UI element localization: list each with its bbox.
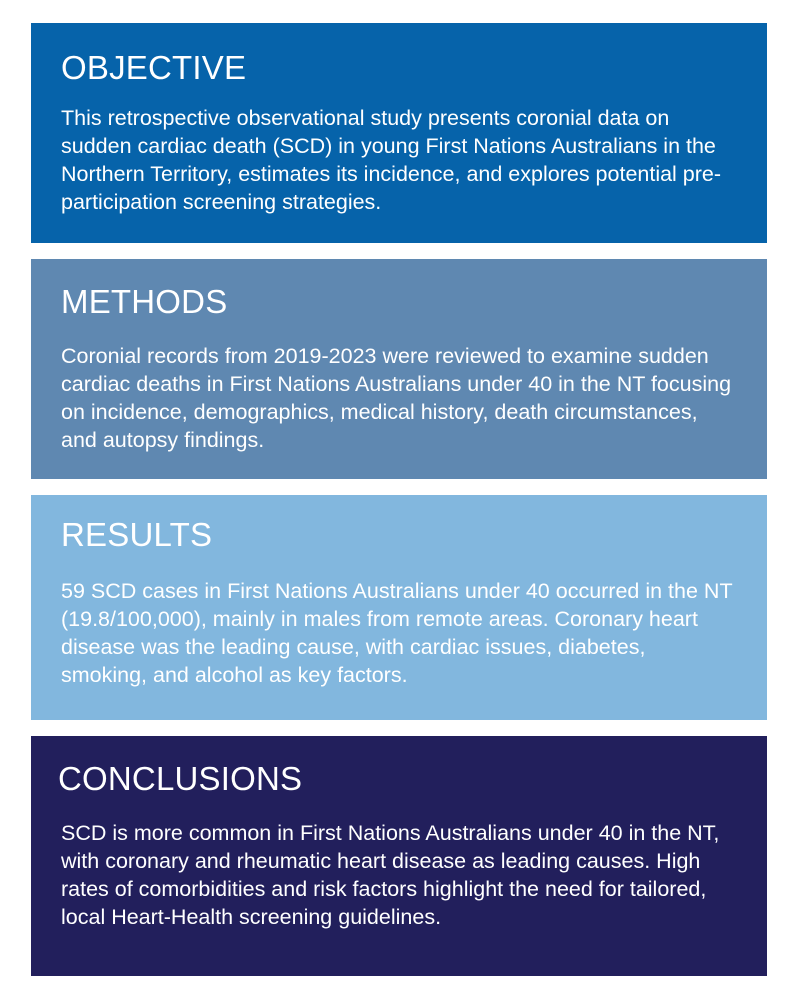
results-heading: RESULTS	[61, 516, 213, 553]
conclusions-panel	[31, 736, 767, 976]
results-body: 59 SCD cases in First Nations Australians under 40 occurred in the NT (19.8/100,000), mainly in males from remote areas. Coronary heart disease was the leading cause, with cardiac issues, diabetes, smoking, and alcohol as key factors.	[61, 579, 733, 687]
methods-body: Coronial records from 2019-2023 were reviewed to examine sudden cardiac deaths in First Nations Australians under 40 in the NT focusing on incidence, demographics, medical history, death circumstances, and autopsy findings.	[61, 344, 732, 452]
conclusions-body: SCD is more common in First Nations Australians under 40 in the NT, with coronary and rheumatic heart disease as leading causes. High rates of comorbidities and risk factors highlight the need for tailored, local Heart-Health screening guidelines.	[61, 821, 720, 929]
conclusions-heading: CONCLUSIONS	[58, 760, 303, 797]
methods-heading: METHODS	[61, 283, 228, 320]
methods-panel	[31, 259, 767, 479]
results-panel	[31, 495, 767, 720]
objective-body: This retrospective observational study presents coronial data on sudden cardiac death (SCD) in young First Nations Australians in the Northern Territory, estimates its incidence, and explores potential pre-participation screening strategies.	[61, 106, 722, 214]
objective-heading: OBJECTIVE	[61, 49, 247, 86]
objective-panel	[31, 23, 767, 243]
